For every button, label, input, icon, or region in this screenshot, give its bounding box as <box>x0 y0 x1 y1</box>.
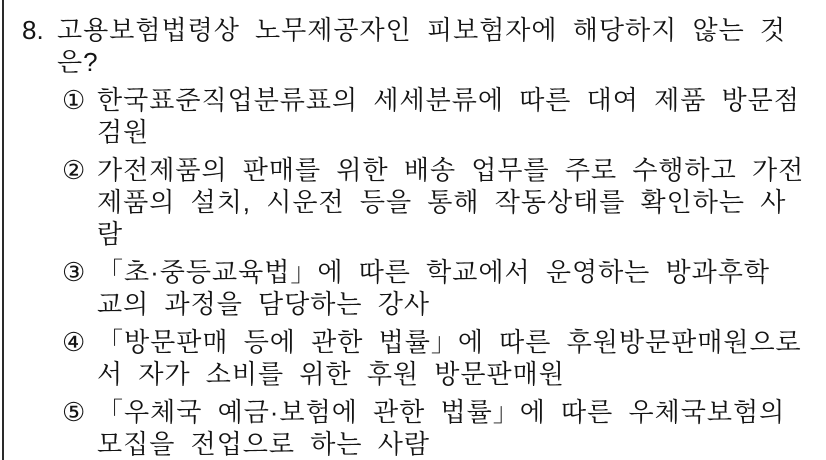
option-text-line: 서 자가 소비를 위한 후원 방문판매원 <box>97 359 565 389</box>
option-3-text <box>97 256 820 320</box>
question-text <box>57 14 820 78</box>
option-2-text <box>97 154 820 250</box>
question-text-line: 은? <box>57 47 99 77</box>
option-text-line: 「방문판매 등에 관한 법률」에 따른 후원방문판매원으로 <box>97 327 802 357</box>
option-2-marker[interactable]: ② <box>62 155 86 185</box>
option-4-marker[interactable]: ④ <box>62 327 86 357</box>
question-number: 8. <box>22 15 44 45</box>
option-text-line: 교의 과정을 담당하는 강사 <box>97 289 430 319</box>
option-3-marker[interactable]: ③ <box>62 257 86 287</box>
page-left-border-line <box>2 0 4 460</box>
option-text-line: 제품의 설치, 시운전 등을 통해 작동상태를 확인하는 사 <box>97 187 787 217</box>
option-text-line: 「우체국 예금·보험에 관한 법률」에 따른 우체국보험의 <box>97 397 786 427</box>
option-2[interactable] <box>62 154 820 250</box>
option-text-line: 검원 <box>97 117 150 147</box>
question-text-line: 고용보험법령상 노무제공자인 피보험자에 해당하지 않는 것 <box>57 15 787 45</box>
option-1-text <box>97 84 820 148</box>
option-3[interactable] <box>62 256 820 320</box>
option-4-text <box>97 326 820 390</box>
option-4[interactable] <box>62 326 820 390</box>
option-text-line: 가전제품의 판매를 위한 배송 업무를 주로 수행하고 가전 <box>97 155 805 185</box>
option-5-text <box>97 396 820 460</box>
option-1-marker[interactable]: ① <box>62 85 86 115</box>
option-text-line: 모집을 전업으로 하는 사람 <box>97 429 430 459</box>
option-text-line: 한국표준직업분류표의 세세분류에 따른 대여 제품 방문점 <box>97 85 800 115</box>
option-1[interactable] <box>62 84 820 148</box>
option-text-line: 「초·중등교육법」에 따른 학교에서 운영하는 방과후학 <box>97 257 770 287</box>
question <box>22 14 820 78</box>
option-text-line: 람 <box>97 219 124 249</box>
option-5[interactable] <box>62 396 820 460</box>
option-5-marker[interactable]: ⑤ <box>62 397 86 427</box>
